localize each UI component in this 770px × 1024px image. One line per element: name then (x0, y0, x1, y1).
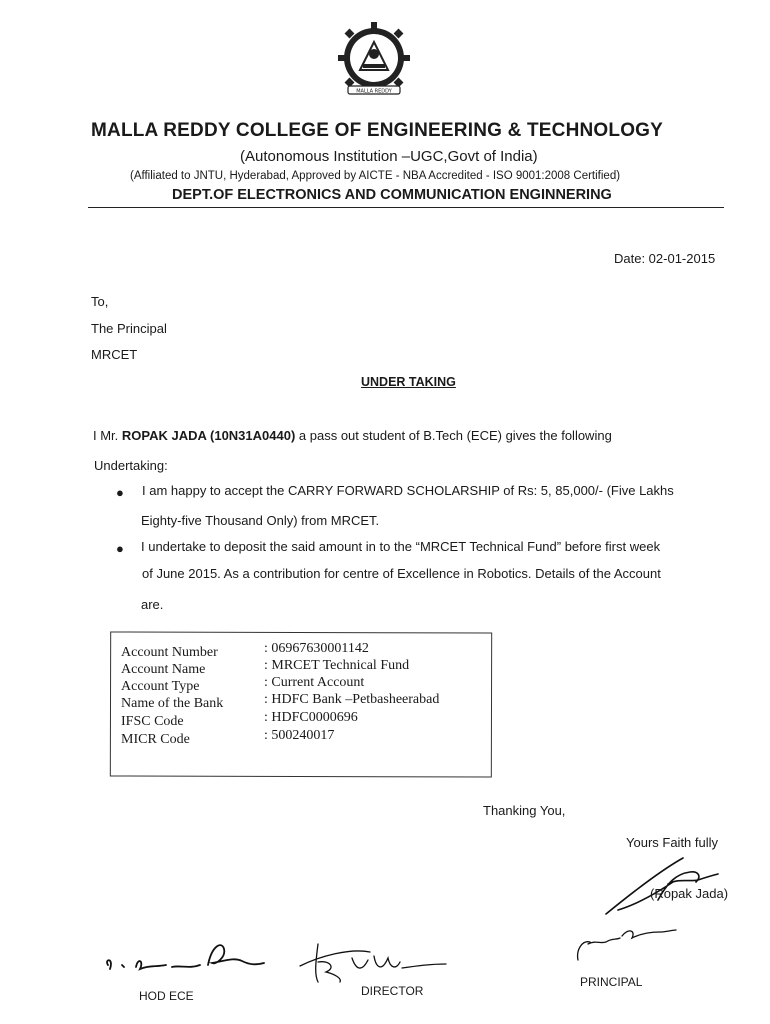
document-title: UNDER TAKING (361, 375, 456, 389)
principal-signature (570, 920, 680, 965)
college-name: MALLA REDDY COLLEGE OF ENGINEERING & TECHNOLOGY (91, 120, 664, 141)
account-value: : 500240017 (264, 728, 335, 743)
recipient-org: MRCET (91, 347, 138, 362)
intro-line (93, 428, 612, 443)
recipient-to: To, (91, 294, 109, 309)
bullet-marker: ● (116, 485, 124, 500)
account-label: MICR Code (121, 732, 190, 747)
institution-status: (Autonomous Institution –UGC,Govt of India) (240, 148, 538, 165)
bullet-1-line-1: I am happy to accept the CARRY FORWARD SCHOLARSHIP of Rs: 5, 85,000/- (Five Lakhs (142, 483, 674, 498)
account-label: IFSC Code (121, 714, 184, 729)
director-signature (290, 938, 450, 988)
recipient-name: The Principal (91, 321, 167, 336)
bullet-2-line-2: of June 2015. As a contribution for centre of Excellence in Robotics. Details of the Account (142, 566, 661, 581)
bullet-marker: ● (116, 541, 124, 556)
hod-label: HOD ECE (139, 989, 194, 1003)
account-value: : HDFC0000696 (264, 710, 358, 725)
principal-label: PRINCIPAL (580, 975, 643, 989)
account-value: : MRCET Technical Fund (264, 658, 410, 673)
bullet-2-line-1: I undertake to deposit the said amount in to the “MRCET Technical Fund” before first week (141, 539, 661, 554)
closing-thanks: Thanking You, (483, 803, 566, 818)
student-name: ROPAK JADA (10N31A0440) (121, 428, 296, 443)
intro-prefix: I Mr. (93, 428, 122, 443)
intro-line-2: Undertaking: (94, 458, 168, 473)
logo-text: MALLA REDDY (356, 88, 392, 95)
account-value: : Current Account (264, 675, 365, 690)
bullet-1-line-2: Eighty-five Thousand Only) from MRCET. (141, 513, 380, 528)
letter-date: Date: 02-01-2015 (614, 251, 716, 266)
signer-name: (Ropak Jada) (650, 886, 729, 901)
hod-signature (100, 935, 270, 980)
closing-yours: Yours Faith fully (626, 835, 719, 850)
intro-suffix: a pass out student of B.Tech (ECE) gives the following (295, 428, 612, 443)
affiliation-line: (Affiliated to JNTU, Hyderabad, Approved by AICTE - NBA Accredited - ISO 9001:2008 Certified) (130, 170, 621, 182)
account-value: : 06967630001142 (264, 641, 369, 656)
header-divider (88, 207, 724, 208)
account-label: Account Type (121, 679, 200, 694)
account-label: Name of the Bank (121, 696, 224, 711)
account-label: Account Number (121, 645, 218, 660)
department-name: DEPT.OF ELECTRONICS AND COMMUNICATION ENGINNERING (172, 187, 612, 203)
account-value: : HDFC Bank –Petbasheerabad (264, 692, 440, 707)
account-label: Account Name (121, 662, 206, 677)
bullet-2-line-3: are. (141, 597, 164, 612)
college-logo (336, 20, 412, 102)
director-label: DIRECTOR (361, 984, 424, 998)
